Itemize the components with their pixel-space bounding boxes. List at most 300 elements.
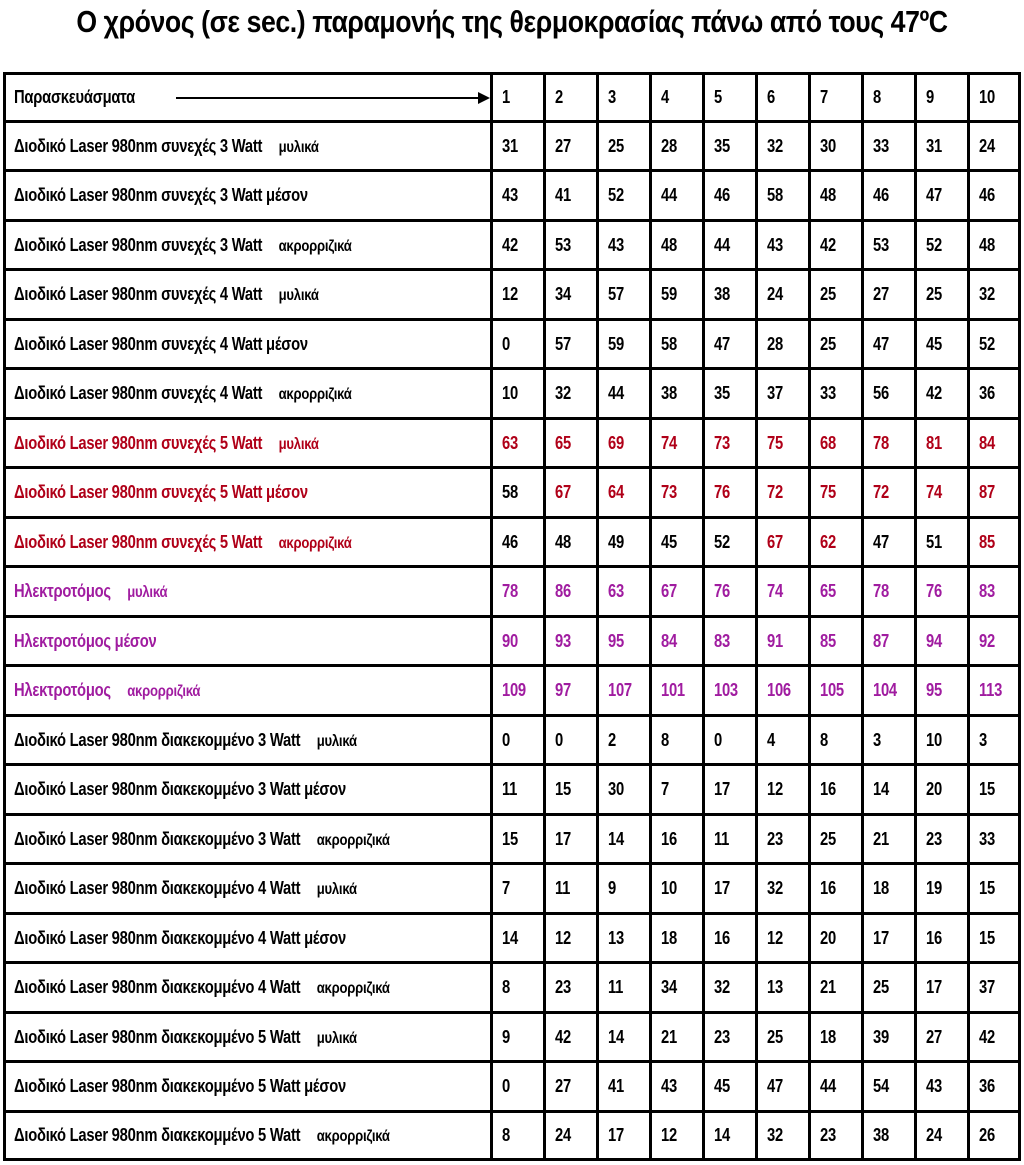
cell-value: 35 <box>713 383 730 404</box>
value-cell <box>968 913 1021 963</box>
value-cell <box>544 1062 597 1112</box>
value-cell <box>544 864 597 914</box>
value-cell <box>862 121 915 171</box>
value-cell <box>491 864 544 914</box>
column-header: 8 <box>862 75 915 121</box>
value-cell <box>650 171 703 221</box>
value-cell <box>862 963 915 1013</box>
value-cell <box>756 814 809 864</box>
cell-value: 78 <box>872 581 889 602</box>
cell-value: 75 <box>766 432 783 453</box>
row-label-cell <box>6 1111 491 1158</box>
value-cell <box>650 270 703 320</box>
value-cell <box>862 1062 915 1112</box>
value-cell <box>862 616 915 666</box>
row-label-suffix: ακρορριζικά <box>278 237 352 255</box>
cell-value: 92 <box>978 630 995 651</box>
cell-value: 73 <box>660 482 677 503</box>
value-cell <box>597 121 650 171</box>
row-label-suffix: μυλικά <box>316 1029 357 1047</box>
row-label-cell <box>6 715 491 765</box>
value-cell <box>968 567 1021 617</box>
header-label: Παρασκευάσματα <box>14 86 135 107</box>
value-cell <box>756 913 809 963</box>
value-cell <box>703 270 756 320</box>
value-cell <box>544 765 597 815</box>
cell-value: 17 <box>554 828 571 849</box>
cell-value: 42 <box>554 1026 571 1047</box>
row-label-suffix: μέσον <box>114 630 157 651</box>
cell-value: 43 <box>660 1076 677 1097</box>
value-cell <box>915 517 968 567</box>
cell-value: 52 <box>607 185 624 206</box>
row-label: Ηλεκτροτόμος <box>14 630 111 651</box>
cell-value: 74 <box>925 482 942 503</box>
cell-value: 67 <box>554 482 571 503</box>
row-label-wrap <box>14 334 308 355</box>
cell-value: 32 <box>766 1124 783 1145</box>
cell-value: 11 <box>501 779 517 800</box>
table-row <box>6 864 1021 914</box>
row-label-wrap <box>14 878 357 899</box>
value-cell <box>915 270 968 320</box>
cell-value: 16 <box>713 927 730 948</box>
cell-value: 24 <box>554 1124 571 1145</box>
cell-value: 11 <box>607 977 623 998</box>
value-cell <box>862 913 915 963</box>
row-label-suffix: μυλικά <box>127 584 168 602</box>
value-cell <box>703 468 756 518</box>
cell-value: 58 <box>766 185 783 206</box>
value-cell <box>756 121 809 171</box>
value-cell <box>915 418 968 468</box>
value-cell <box>862 171 915 221</box>
value-cell <box>968 1062 1021 1112</box>
cell-value: 95 <box>607 630 624 651</box>
value-cell <box>597 666 650 716</box>
cell-value: 16 <box>925 927 942 948</box>
table-row <box>6 616 1021 666</box>
cell-value: 15 <box>978 927 995 948</box>
value-cell <box>915 468 968 518</box>
value-cell <box>756 666 809 716</box>
cell-value: 8 <box>660 729 669 750</box>
value-cell <box>597 1111 650 1158</box>
column-header: 4 <box>650 75 703 121</box>
cell-value: 0 <box>501 333 510 354</box>
value-cell <box>650 517 703 567</box>
row-label-cell <box>6 171 491 221</box>
cell-value: 18 <box>660 927 677 948</box>
value-cell <box>756 369 809 419</box>
value-cell <box>597 765 650 815</box>
value-cell <box>809 1111 862 1158</box>
cell-value: 14 <box>607 828 624 849</box>
cell-value: 84 <box>660 630 677 651</box>
row-label-wrap <box>14 1027 357 1048</box>
cell-value: 3 <box>872 729 881 750</box>
table-row <box>6 1062 1021 1112</box>
cell-value: 48 <box>819 185 836 206</box>
value-cell <box>703 369 756 419</box>
value-cell <box>597 864 650 914</box>
cell-value: 75 <box>819 482 836 503</box>
value-cell <box>703 616 756 666</box>
value-cell <box>968 369 1021 419</box>
row-label-wrap <box>14 928 346 949</box>
row-label: Ηλεκτροτόμος <box>14 680 111 701</box>
cell-value: 7 <box>660 779 669 800</box>
value-cell <box>650 369 703 419</box>
cell-value: 47 <box>872 333 889 354</box>
value-cell <box>862 517 915 567</box>
cell-value: 45 <box>660 531 677 552</box>
cell-value: 14 <box>713 1124 730 1145</box>
cell-value: 46 <box>978 185 995 206</box>
value-cell <box>862 715 915 765</box>
value-cell <box>862 814 915 864</box>
value-cell <box>703 418 756 468</box>
cell-value: 17 <box>713 779 730 800</box>
row-label-suffix: ακρορριζικά <box>127 683 201 701</box>
value-cell <box>650 765 703 815</box>
value-cell <box>491 418 544 468</box>
value-cell <box>491 1062 544 1112</box>
value-cell <box>809 171 862 221</box>
value-cell <box>915 616 968 666</box>
table-row <box>6 468 1021 518</box>
row-label-cell <box>6 963 491 1013</box>
value-cell <box>809 1012 862 1062</box>
row-label-wrap <box>14 532 352 553</box>
value-cell <box>597 270 650 320</box>
row-label: Διοδικό Laser 980nm διακεκομμένο 5 Watt <box>14 1026 301 1047</box>
cell-value: 25 <box>872 977 889 998</box>
cell-value: 32 <box>554 383 571 404</box>
value-cell <box>915 814 968 864</box>
table-row <box>6 666 1021 716</box>
value-cell <box>703 963 756 1013</box>
value-cell <box>968 864 1021 914</box>
cell-value: 21 <box>872 828 889 849</box>
column-header: 10 <box>968 75 1021 121</box>
value-cell <box>809 913 862 963</box>
value-cell <box>862 1012 915 1062</box>
row-label-suffix: μυλικά <box>278 435 319 453</box>
row-label-suffix: μέσον <box>266 185 308 206</box>
cell-value: 28 <box>660 135 677 156</box>
value-cell <box>650 963 703 1013</box>
value-cell <box>650 913 703 963</box>
cell-value: 17 <box>872 927 889 948</box>
cell-value: 84 <box>978 432 995 453</box>
cell-value: 8 <box>501 977 510 998</box>
value-cell <box>862 765 915 815</box>
value-cell <box>809 765 862 815</box>
cell-value: 26 <box>978 1124 995 1145</box>
row-label-wrap <box>14 1125 390 1146</box>
cell-value: 27 <box>872 284 889 305</box>
value-cell <box>862 418 915 468</box>
value-cell <box>544 1012 597 1062</box>
value-cell <box>968 616 1021 666</box>
cell-value: 104 <box>872 680 897 701</box>
cell-value: 43 <box>501 185 518 206</box>
value-cell <box>703 1111 756 1158</box>
value-cell <box>491 715 544 765</box>
table-row <box>6 369 1021 419</box>
cell-value: 33 <box>978 828 995 849</box>
cell-value: 16 <box>819 878 836 899</box>
value-cell <box>968 1012 1021 1062</box>
value-cell <box>756 715 809 765</box>
table-row <box>6 121 1021 171</box>
cell-value: 63 <box>501 432 518 453</box>
cell-value: 33 <box>872 135 889 156</box>
cell-value: 27 <box>554 135 571 156</box>
cell-value: 42 <box>501 234 518 255</box>
value-cell <box>597 1062 650 1112</box>
cell-value: 24 <box>925 1124 942 1145</box>
table-row <box>6 171 1021 221</box>
cell-value: 27 <box>925 1026 942 1047</box>
cell-value: 105 <box>819 680 844 701</box>
cell-value: 67 <box>766 531 783 552</box>
row-label-wrap <box>14 977 390 998</box>
value-cell <box>703 666 756 716</box>
value-cell <box>809 864 862 914</box>
value-cell <box>650 567 703 617</box>
row-label-wrap <box>14 631 156 652</box>
value-cell <box>650 616 703 666</box>
value-cell <box>597 1012 650 1062</box>
row-label-wrap <box>14 730 357 751</box>
row-label-cell <box>6 468 491 518</box>
value-cell <box>597 814 650 864</box>
value-cell <box>756 418 809 468</box>
value-cell <box>650 220 703 270</box>
value-cell <box>809 270 862 320</box>
cell-value: 57 <box>607 284 624 305</box>
value-cell <box>491 171 544 221</box>
cell-value: 12 <box>766 927 783 948</box>
value-cell <box>544 468 597 518</box>
cell-value: 13 <box>607 927 624 948</box>
cell-value: 15 <box>978 878 995 899</box>
row-label-suffix: μυλικά <box>316 732 357 750</box>
row-label-wrap <box>14 829 390 850</box>
cell-value: 87 <box>978 482 995 503</box>
cell-value: 16 <box>660 828 677 849</box>
value-cell <box>809 319 862 369</box>
value-cell <box>756 1012 809 1062</box>
cell-value: 72 <box>766 482 783 503</box>
cell-value: 78 <box>501 581 518 602</box>
cell-value: 45 <box>925 333 942 354</box>
cell-value: 11 <box>713 828 729 849</box>
cell-value: 52 <box>925 234 942 255</box>
cell-value: 53 <box>554 234 571 255</box>
value-cell <box>650 418 703 468</box>
value-cell <box>491 666 544 716</box>
cell-value: 58 <box>501 482 518 503</box>
value-cell <box>597 963 650 1013</box>
row-label-suffix: ακρορριζικά <box>316 831 390 849</box>
table-row <box>6 814 1021 864</box>
value-cell <box>809 666 862 716</box>
value-cell <box>544 666 597 716</box>
cell-value: 94 <box>925 630 942 651</box>
value-cell <box>491 913 544 963</box>
cell-value: 36 <box>978 1076 995 1097</box>
column-header: 2 <box>544 75 597 121</box>
value-cell <box>650 468 703 518</box>
cell-value: 23 <box>766 828 783 849</box>
cell-value: 95 <box>925 680 942 701</box>
cell-value: 47 <box>925 185 942 206</box>
cell-value: 12 <box>501 284 518 305</box>
cell-value: 31 <box>925 135 942 156</box>
value-cell <box>968 418 1021 468</box>
value-cell <box>915 864 968 914</box>
cell-value: 19 <box>925 878 942 899</box>
value-cell <box>809 468 862 518</box>
value-cell <box>862 666 915 716</box>
row-label: Διοδικό Laser 980nm διακεκομμένο 4 Watt <box>14 878 301 899</box>
value-cell <box>544 121 597 171</box>
cell-value: 37 <box>978 977 995 998</box>
cell-value: 28 <box>766 333 783 354</box>
value-cell <box>597 616 650 666</box>
row-label-suffix: μέσον <box>304 779 346 800</box>
cell-value: 91 <box>766 630 783 651</box>
cell-value: 76 <box>925 581 942 602</box>
value-cell <box>968 765 1021 815</box>
cell-value: 10 <box>501 383 518 404</box>
cell-value: 59 <box>660 284 677 305</box>
row-label: Διοδικό Laser 980nm συνεχές 4 Watt <box>14 333 263 354</box>
cell-value: 73 <box>713 432 730 453</box>
value-cell <box>809 715 862 765</box>
value-cell <box>968 121 1021 171</box>
row-label-suffix: μυλικά <box>316 881 357 899</box>
cell-value: 67 <box>660 581 677 602</box>
cell-value: 41 <box>607 1076 624 1097</box>
cell-value: 48 <box>554 531 571 552</box>
value-cell <box>597 171 650 221</box>
value-cell <box>703 1062 756 1112</box>
row-label: Διοδικό Laser 980nm συνεχές 5 Watt <box>14 531 263 552</box>
value-cell <box>756 1111 809 1158</box>
cell-value: 16 <box>819 779 836 800</box>
column-header: 3 <box>597 75 650 121</box>
value-cell <box>491 814 544 864</box>
value-cell <box>968 319 1021 369</box>
row-label: Διοδικό Laser 980nm διακεκομμένο 3 Watt <box>14 779 301 800</box>
value-cell <box>809 369 862 419</box>
cell-value: 18 <box>819 1026 836 1047</box>
cell-value: 7 <box>501 878 510 899</box>
cell-value: 34 <box>660 977 677 998</box>
row-label-cell <box>6 666 491 716</box>
value-cell <box>862 1111 915 1158</box>
value-cell <box>809 1062 862 1112</box>
value-cell <box>915 913 968 963</box>
value-cell <box>862 270 915 320</box>
value-cell <box>968 517 1021 567</box>
cell-value: 46 <box>872 185 889 206</box>
cell-value: 56 <box>872 383 889 404</box>
value-cell <box>491 121 544 171</box>
cell-value: 32 <box>766 135 783 156</box>
data-table <box>6 75 1021 1158</box>
cell-value: 20 <box>819 927 836 948</box>
value-cell <box>809 616 862 666</box>
column-header: 6 <box>756 75 809 121</box>
row-label: Διοδικό Laser 980nm συνεχές 4 Watt <box>14 383 263 404</box>
value-cell <box>544 616 597 666</box>
cell-value: 13 <box>766 977 783 998</box>
row-label-suffix: μυλικά <box>278 138 319 156</box>
cell-value: 33 <box>819 383 836 404</box>
value-cell <box>544 270 597 320</box>
row-label: Διοδικό Laser 980nm συνεχές 3 Watt <box>14 185 263 206</box>
cell-value: 11 <box>554 878 570 899</box>
cell-value: 23 <box>554 977 571 998</box>
cell-value: 59 <box>607 333 624 354</box>
row-label: Διοδικό Laser 980nm διακεκομμένο 4 Watt <box>14 977 301 998</box>
cell-value: 0 <box>713 729 722 750</box>
table-row <box>6 517 1021 567</box>
row-label-wrap <box>14 284 319 305</box>
cell-value: 32 <box>713 977 730 998</box>
cell-value: 8 <box>501 1124 510 1145</box>
cell-value: 10 <box>925 729 942 750</box>
cell-value: 46 <box>713 185 730 206</box>
cell-value: 3 <box>978 729 987 750</box>
value-cell <box>544 1111 597 1158</box>
cell-value: 74 <box>766 581 783 602</box>
cell-value: 85 <box>978 531 995 552</box>
value-cell <box>544 517 597 567</box>
cell-value: 17 <box>607 1124 624 1145</box>
value-cell <box>491 963 544 1013</box>
cell-value: 58 <box>660 333 677 354</box>
value-cell <box>809 567 862 617</box>
table-row <box>6 913 1021 963</box>
row-label-suffix: μέσον <box>266 482 308 503</box>
cell-value: 10 <box>660 878 677 899</box>
cell-value: 15 <box>554 779 571 800</box>
value-cell <box>862 468 915 518</box>
cell-value: 57 <box>554 333 571 354</box>
value-cell <box>544 171 597 221</box>
row-label: Διοδικό Laser 980nm διακεκομμένο 5 Watt <box>14 1124 301 1145</box>
cell-value: 24 <box>766 284 783 305</box>
column-header: 5 <box>703 75 756 121</box>
cell-value: 86 <box>554 581 571 602</box>
cell-value: 32 <box>978 284 995 305</box>
value-cell <box>915 765 968 815</box>
cell-value: 43 <box>607 234 624 255</box>
value-cell <box>544 369 597 419</box>
table-row <box>6 1111 1021 1158</box>
cell-value: 78 <box>872 432 889 453</box>
cell-value: 38 <box>660 383 677 404</box>
value-cell <box>544 418 597 468</box>
row-label-cell <box>6 567 491 617</box>
value-cell <box>915 319 968 369</box>
